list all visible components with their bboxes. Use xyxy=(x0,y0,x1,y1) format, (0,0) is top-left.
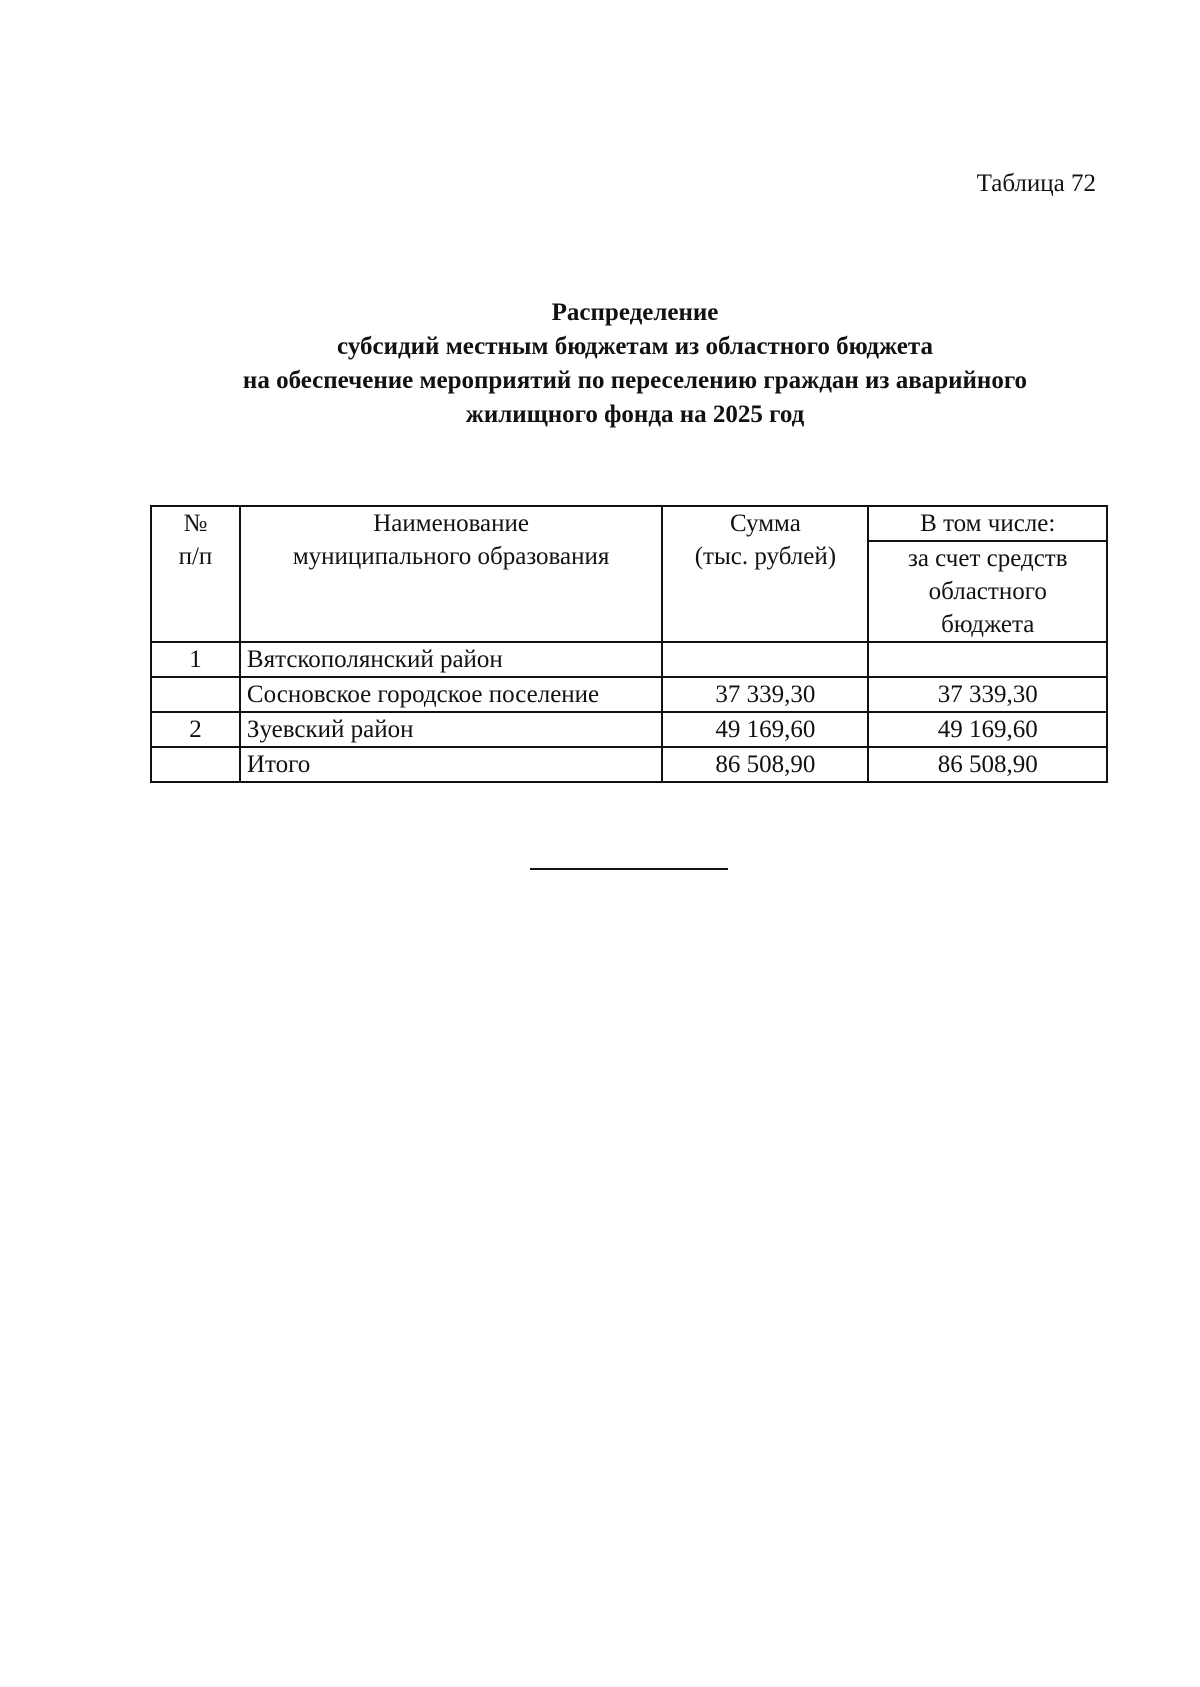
header-regional-cell xyxy=(868,541,1107,642)
table-number-label: Таблица 72 xyxy=(976,170,1096,197)
header-name-cell xyxy=(240,506,662,642)
header-number-label: № xyxy=(183,510,208,537)
row-number-cell xyxy=(151,677,240,712)
header-sum-label: Сумма xyxy=(730,510,801,537)
row-sum-cell: 86 508,90 xyxy=(662,747,868,782)
header-including-label: В том числе: xyxy=(920,510,1056,537)
subsidy-distribution-table xyxy=(150,505,1108,783)
title-line-4: жилищного фонда на 2025 год xyxy=(465,401,805,428)
row-regional-cell xyxy=(868,642,1107,677)
row-sum-cell: 37 339,30 xyxy=(662,677,868,712)
row-regional-cell: 37 339,30 xyxy=(868,677,1107,712)
header-number-sublabel: п/п xyxy=(178,543,213,570)
table-header-row xyxy=(151,506,1107,541)
header-sum-sublabel: (тыс. рублей) xyxy=(694,543,837,570)
row-number-cell: 1 xyxy=(151,642,240,677)
header-sum-cell xyxy=(662,506,868,642)
row-sum-cell: 49 169,60 xyxy=(662,712,868,747)
row-regional-cell: 86 508,90 xyxy=(868,747,1107,782)
row-sum-cell xyxy=(662,642,868,677)
row-number-cell xyxy=(151,747,240,782)
header-number-cell xyxy=(151,506,240,642)
title-line-1: Распределение xyxy=(551,299,719,326)
title-line-2: субсидий местным бюджетам из областного бюджета xyxy=(337,333,933,360)
header-including-cell xyxy=(868,506,1107,541)
header-regional-line-1: за счет средств xyxy=(907,545,1068,572)
row-name-cell: Сосновское городское поселение xyxy=(240,677,662,712)
header-name-sublabel: муниципального образования xyxy=(292,543,610,570)
header-regional-line-2: областного xyxy=(928,578,1047,605)
row-regional-cell: 49 169,60 xyxy=(868,712,1107,747)
table-row xyxy=(151,677,1107,712)
table-row xyxy=(151,642,1107,677)
document-title xyxy=(150,296,1120,432)
header-name-label: Наименование xyxy=(373,510,529,537)
row-name-cell: Вятскополянский район xyxy=(240,642,662,677)
title-line-3: на обеспечение мероприятий по переселению граждан из аварийного xyxy=(242,367,1028,394)
end-divider-line xyxy=(530,868,728,870)
row-number-cell: 2 xyxy=(151,712,240,747)
table-row-total xyxy=(151,747,1107,782)
header-regional-line-3: бюджета xyxy=(941,611,1035,638)
table-row xyxy=(151,712,1107,747)
row-name-cell: Итого xyxy=(240,747,662,782)
row-name-cell: Зуевский район xyxy=(240,712,662,747)
